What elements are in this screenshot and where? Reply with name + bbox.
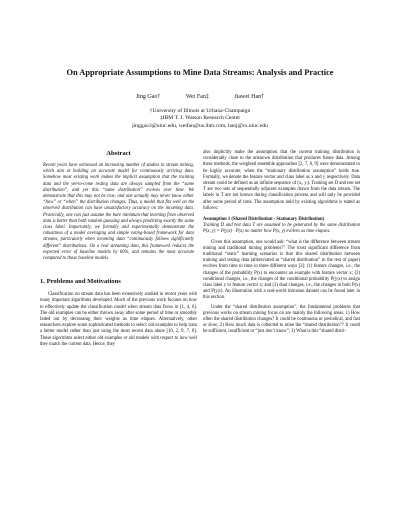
assumption-block (203, 217, 360, 236)
affiliation-ibm: ‡IBM T. J. Watson Research Center (159, 115, 241, 121)
body-paragraph: Given this assumption, one would ask: “what is the difference between stream mining and traditional mining problems?” The most significant difference from traditional “static” learning scenarios is that this shared distribution between training and testing data (abbreviated as “shared distribution” in the rest of paper) evolves from time to time in three different ways [3]: (1) feature changes, i.e., the changes of the probability P(x) to encounter an example with feature vector x; (2) conditional changes, i.e., the changes of the conditional probability P(y|x) to assign class label y to feature vector x; and (3) dual changes, i.e., the changes in both P(x) and P(y|x). An illustration with a real-world intrusion dataset can be found later in this section. (203, 239, 360, 301)
abstract-text: Recent years have witnessed an increasing number of studies in stream mining, which aim at building an accurate model for continuously arriving data. Somehow most existing work makes the implicit assumption that the training data and the yet-to-come testing data are always sampled from the “same distribution”, and yet this “same distribution” evolves over time. We demonstrate that this may not be true, and one actually may never know either “how” or “when” the distribution changes. Thus, a model that fits well on the observed distribution can have unsatisfactory accuracy on the incoming data. Practically, one can just assume the bare minimum that learning from observed data is better than both random guessing and always predicting exactly the same class label. Importantly, we formally and experimentally demonstrate the robustness of a model averaging and simple voting-based framework for data streams, particularly when incoming data “continuously follows significantly different” distributions. On a real streaming data, this framework reduces the expected error of baseline models by 60%, and remains the most accurate compared to those baseline models. (43, 163, 194, 262)
body-paragraph: Under the “shared distribution assumption”, the fundamental problems that previous works on stream mining focus on are mainly the following areas. 1) How often the shared distribution changes? It could be continuous or periodical, and fast or slow; 2) How much data is collected to mine the “shared distribution”? It could be sufficient, insufficient or “just don’t know”; 3) What is this “shared distri- (203, 304, 360, 335)
body-paragraph: also implicitly make the assumption that the current training distribution is considerably close to the unknown distribution that produces future data. Among these methods, the weighted ensemble approaches [2, 7, 8, 9] were demonstrated to be highly accurate, when the “stationary distribution assumption” holds true. Formally, we denote the feature vector and class label as x and y respectively. Data stream could be defined as an infinite sequence of (xᵢ, yᵢ). Training set D and test set T are two sets of sequentially adjacent examples drawn from the data stream. The labels in T are not known during classification process and will only be provided after some period of time. The assumption held by existing algorithms is stated as follows: (203, 150, 360, 211)
assumption-text: Training D and test data T are assumed to be generated by the same distribution P(x, y) = P(y|x) · P(x) no matter how P(x, y) evolves as time elapses. (203, 223, 360, 235)
author-name: Jing Gao† (135, 94, 161, 100)
affiliation-uiuc: †University of Illinois at Urbana-Champaign (149, 108, 251, 114)
author-emails: jinggao3@uiuc.edu, weifan@us.ibm.com, hanj@cs.uiuc.edu (132, 123, 268, 129)
paper-title: On Appropriate Assumptions to Mine Data Streams: Analysis and Practice (66, 68, 334, 77)
body-paragraph: Classification on stream data has been extensively studied in recent years with many important algorithms developed. Much of the previous work focuses on how to effectively update the classification model when stream data flows in [1, 4, 6]. The old examples can be either thrown away after some period of time or smoothly faded out by decreasing their weights as time elapses. Alternatively, other researchers explore some sophisticated methods to select old examples to help train a better model rather than just using the most recent data alone [10, 2, 9, 7, 8]. These algorithms select either old examples or old models with respect to how well they match the current data. Hence, they (40, 292, 197, 347)
author-name: Jiawei Han† (234, 94, 265, 100)
author-name: Wei Fan‡ (185, 94, 209, 100)
left-column (40, 150, 197, 351)
right-column (203, 150, 360, 339)
abstract-heading: Abstract (106, 150, 131, 157)
section-heading: 1. Problems and Motivations (40, 278, 121, 286)
author-list (20, 94, 380, 101)
assumption-label: Assumption 1 (Shared Distribution - Stationary Distribution) (203, 217, 325, 223)
